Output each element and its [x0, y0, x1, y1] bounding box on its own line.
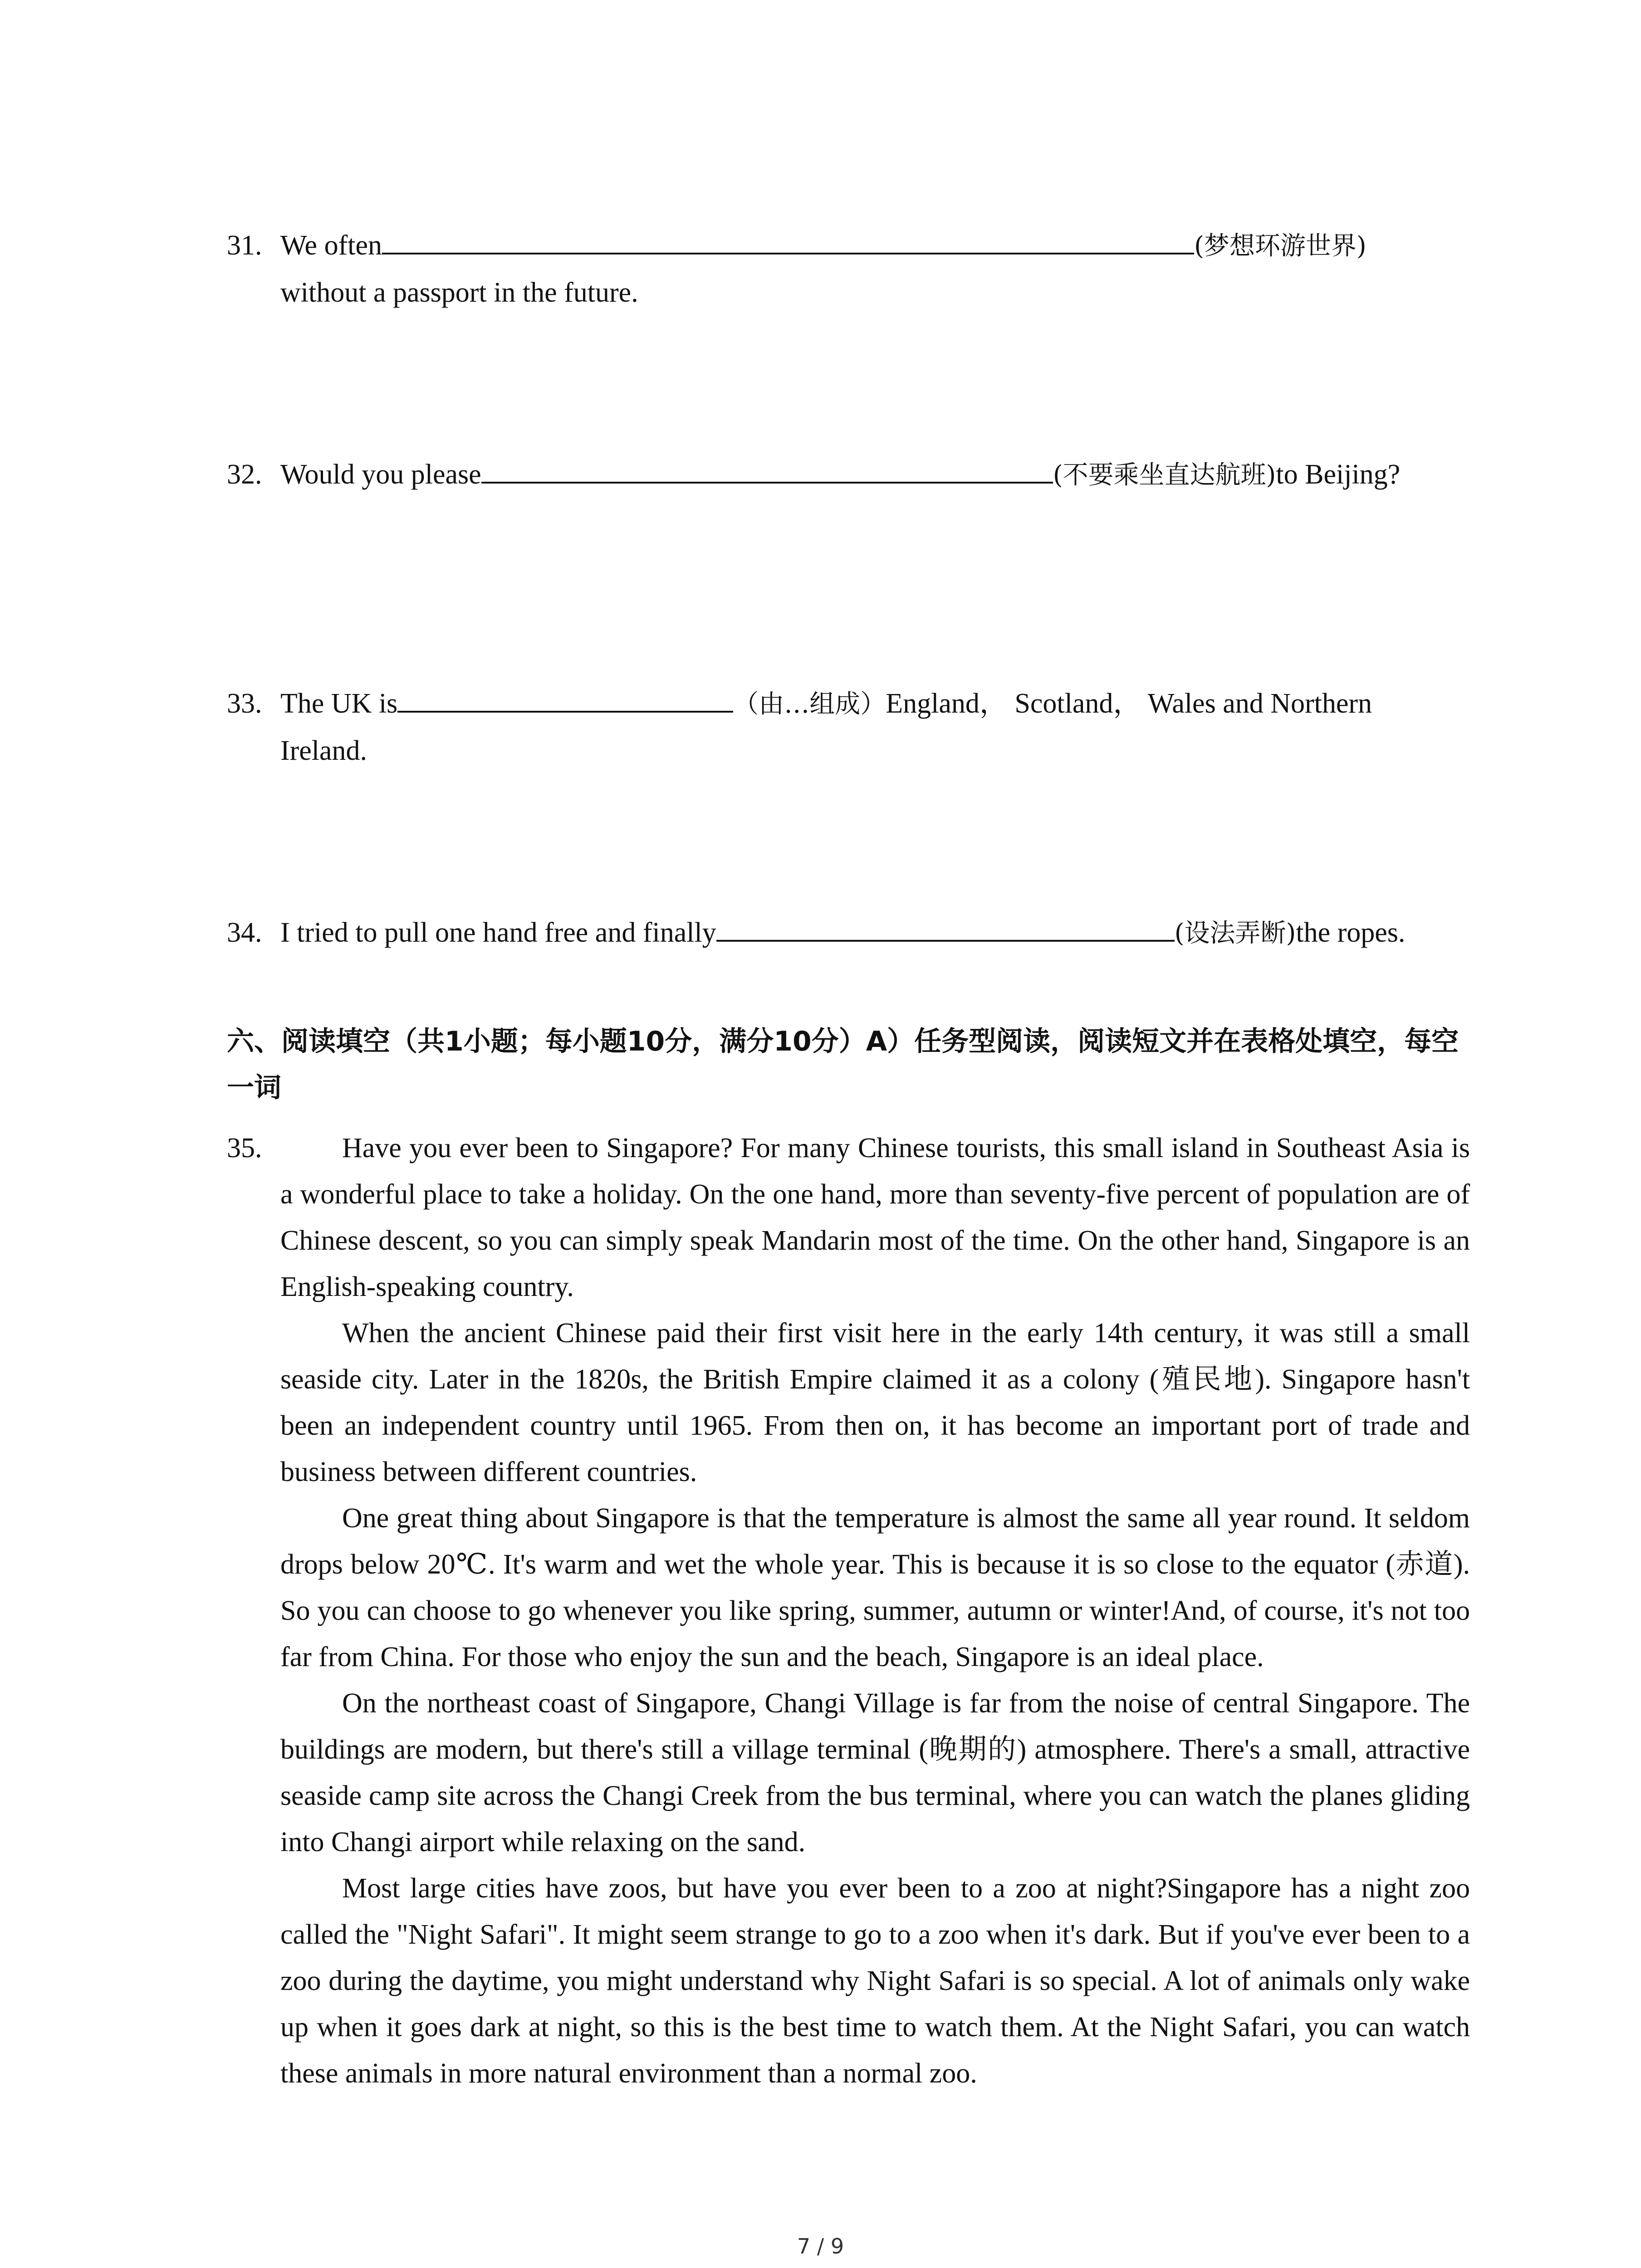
question-32 [227, 451, 1452, 499]
question-number: 32. [227, 459, 262, 490]
question-text-before: I tried to pull one hand free and finally [280, 917, 716, 948]
passage-paragraph: Have you ever been to Singapore? For many Chinese tourists, this small island in Southeast Asia is a wonderful place to take a holiday. On the one hand, more than seventy-five percent of population are of Chinese descent, so you can simply speak Mandarin most of the time. On the other hand, Singapore is an English-speaking country. [280, 1133, 1470, 1302]
answer-blank[interactable] [382, 223, 1194, 254]
question-text-after: to Beijing? [1276, 459, 1401, 490]
question-34 [227, 909, 1452, 957]
answer-blank[interactable] [397, 681, 733, 713]
question-number: 35. [227, 1133, 262, 1163]
chinese-hint: (不要乘坐直达航班) [1053, 460, 1276, 490]
page-indicator: 7 / 9 [797, 2234, 844, 2258]
passage-paragraph: One great thing about Singapore is that the temperature is almost the same all year round. It seldom drops below 20℃. It's warm and wet the whole year. This is because it is so close to the equator (赤道). So you can choose to go whenever you like spring, summer, autumn or winter!And, of course, it's not too far from China. For those who enjoy the sun and the beach, Singapore is an ideal place. [280, 1503, 1470, 1672]
section-heading: 六、阅读填空（共1小题；每小题10分，满分10分）A）任务型阅读，阅读短文并在表格处填空，每空一词 [227, 1026, 1459, 1104]
question-33 [227, 680, 1452, 774]
reading-passage [227, 1125, 1470, 2097]
passage-paragraph: On the northeast coast of Singapore, Changi Village is far from the noise of central Singapore. The buildings are modern, but there's still a village terminal (晚期的) atmosphere. There's a small, attractive seaside camp site across the Changi Creek from the bus terminal, where you can watch the planes gliding into Changi airport while relaxing on the sand. [280, 1688, 1470, 1857]
question-text-after: England， Scotland， Wales and Northern Ireland. [280, 688, 1372, 766]
question-text-before: Would you please [280, 459, 481, 490]
chinese-hint: (设法弄断) [1174, 919, 1296, 948]
chinese-hint: （由…组成） [733, 689, 886, 719]
question-text-before: The UK is [280, 688, 398, 719]
question-text-after: the ropes. [1296, 917, 1406, 948]
question-number: 31. [227, 230, 262, 261]
passage-paragraph: Most large cities have zoos, but have you ever been to a zoo at night?Singapore has a night zoo called the "Night Safari". It might seem strange to go to a zoo when it's dark. But if you've ever been to a zoo during the daytime, you might understand why Night Safari is so special. A lot of animals only wake up when it goes dark at night, so this is the best time to watch them. At the Night Safari, you can watch these animals in more natural environment than a normal zoo. [280, 1873, 1470, 2089]
passage-paragraph: When the ancient Chinese paid their first visit here in the early 14th century, it was still a small seaside city. Later in the 1820s, the British Empire claimed it as a colony (殖民地). Singapore hasn't been an independent country until 1965. From then on, it has become an important port of trade and business between different countries. [280, 1318, 1470, 1487]
question-number: 33. [227, 688, 262, 719]
chinese-hint: (梦想环游世界) [1194, 231, 1367, 261]
answer-blank[interactable] [481, 452, 1053, 484]
question-text-after: without a passport in the future. [280, 277, 638, 308]
question-number: 34. [227, 917, 262, 948]
question-31 [227, 222, 1452, 316]
answer-blank[interactable] [716, 910, 1175, 942]
question-text-before: We often [280, 230, 382, 261]
